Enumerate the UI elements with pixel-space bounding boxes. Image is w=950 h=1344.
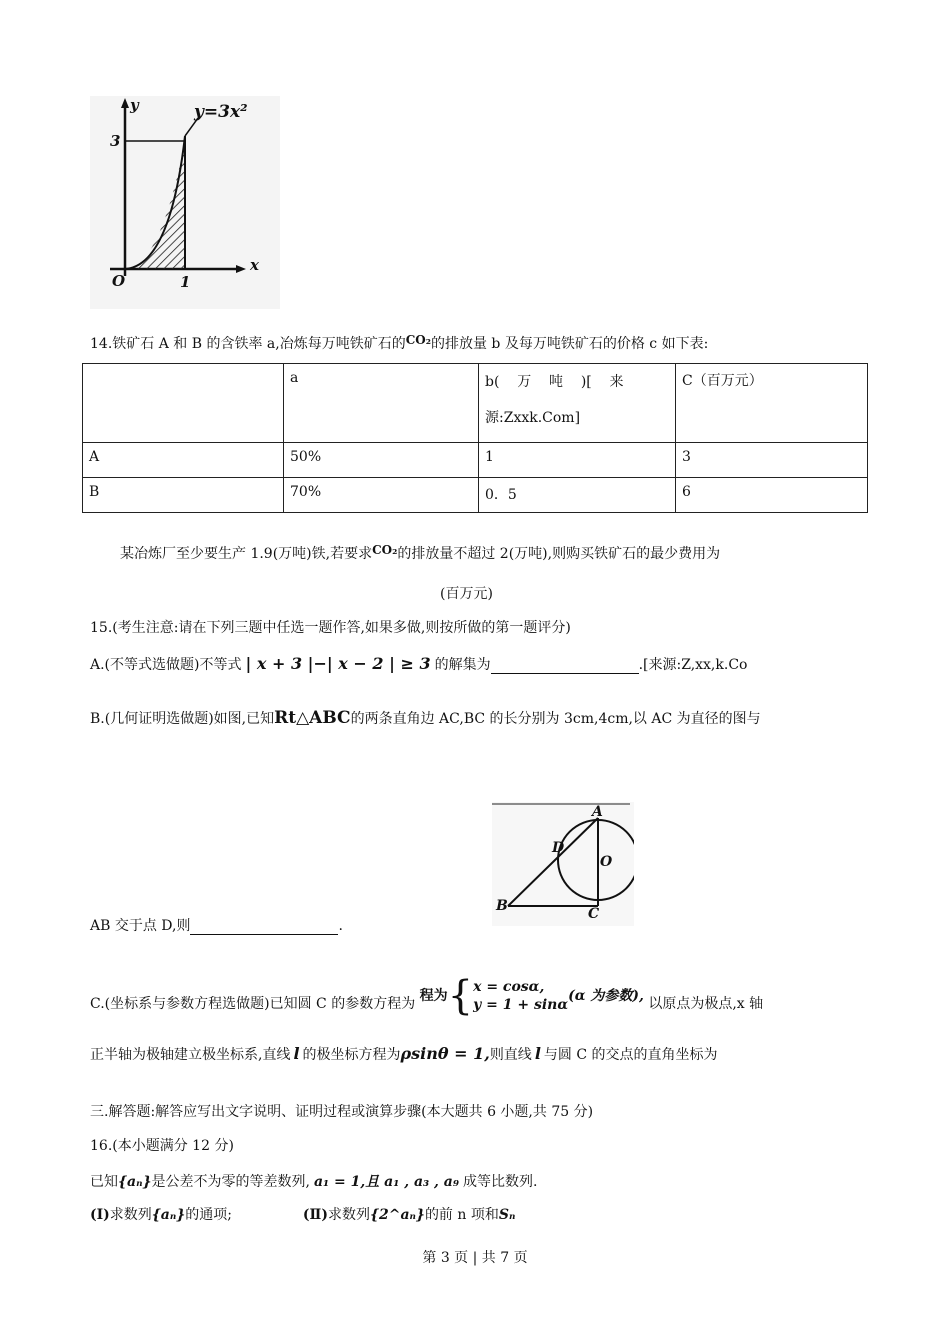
param-eq2: y = 1 + sinα: [473, 997, 569, 1013]
part-2-label: (Ⅱ): [302, 1207, 328, 1223]
q14-line1-after: 的排放量不超过 2(万吨),则购买铁矿石的最少费用为: [397, 546, 721, 562]
area-figure: [90, 96, 280, 309]
q15a-before: A.(不等式选做题)不等式: [90, 657, 242, 673]
inequality-expr: | x + 3 |−| x − 2 | ≥ 3: [245, 654, 431, 673]
table-cell: 1: [479, 443, 676, 478]
brace-glyph: {: [447, 973, 474, 1019]
table-cell: 50%: [284, 443, 479, 478]
table-row: [83, 478, 868, 513]
part-2-b: 的前 n 项和: [424, 1207, 499, 1223]
q15b-line2-text: AB 交于点 D,则: [90, 918, 191, 934]
section-3-heading: 三.解答题:解答应写出文字说明、证明过程或演算步骤(本大题共 6 小题,共 75 分): [90, 1104, 594, 1120]
parametric-equation: [419, 973, 644, 1019]
q16-title: 16.(本小题满分 12 分): [90, 1138, 234, 1154]
q15a-after: 的解集为: [434, 657, 491, 673]
page-footer: 第 3 页 | 共 7 页: [422, 1250, 528, 1266]
q14-text-after: 的排放量 b 及每万吨铁矿石的价格 c 如下表:: [430, 336, 709, 352]
q15c-line2-a: 正半轴为极轴建立极坐标系,直线: [90, 1047, 291, 1063]
label-A: A: [592, 804, 603, 820]
y-axis-label: y: [130, 96, 139, 114]
table-cell: 3: [676, 443, 868, 478]
param-prefix: 程为: [419, 988, 448, 1004]
geometry-figure: [492, 802, 634, 926]
part-1-label: (Ⅰ): [90, 1207, 110, 1223]
table-header-cell: C（百万元）: [676, 364, 868, 443]
line-l-symbol-2: l: [534, 1044, 541, 1063]
param-eq1: x = cosα,: [473, 979, 545, 995]
label-B: B: [496, 898, 508, 914]
sequence-condition: a₁ = 1,且 a₁ , a₃ , a₉: [313, 1174, 459, 1190]
q16-parts: [90, 1204, 515, 1224]
line-l-symbol: l: [293, 1044, 300, 1063]
q15b-end: .: [338, 918, 343, 934]
triangle-expr: Rt△ABC: [274, 708, 351, 728]
part-1-an: {aₙ}: [151, 1207, 186, 1223]
q15b-after: 的两条直角边 AC,BC 的长分别为 3cm,4cm,以 AC 为直径的图与: [350, 711, 761, 727]
q15b-before: B.(几何证明选做题)如图,已知: [90, 711, 275, 727]
answer-blank-b[interactable]: [190, 920, 338, 935]
q15c-line2-d: 与圆 C 的交点的直角坐标为: [543, 1047, 718, 1063]
q14-intro: [90, 333, 708, 353]
part-2-a: 求数列: [327, 1207, 370, 1223]
part-1-b: 的通项;: [185, 1207, 233, 1223]
table-row: [83, 443, 868, 478]
x-tick-1: 1: [180, 273, 191, 291]
q16-l1-a: 已知: [90, 1174, 118, 1190]
part-1-a: 求数列: [109, 1207, 152, 1223]
table-cell: A: [83, 443, 284, 478]
curve-label: y=3x²: [194, 102, 248, 122]
q15b-line: [90, 708, 761, 728]
q15c-line2-b: 的极坐标方程为: [302, 1047, 401, 1063]
q15-intro: 15.(考生注意:请在下列三题中任选一题作答,如果多做,则按所做的第一题评分): [90, 620, 571, 636]
label-C: C: [588, 906, 600, 922]
q15a-line: [90, 654, 747, 674]
polar-equation: ρsinθ = 1,: [400, 1044, 490, 1063]
y-tick-3: 3: [110, 132, 121, 150]
q16-line1: [90, 1171, 537, 1191]
table-header-cell: a: [284, 364, 479, 443]
table-header-cell: [83, 364, 284, 443]
param-equations: [473, 978, 568, 1014]
origin-label: O: [112, 272, 126, 290]
q15c-line2-c: 则直线: [489, 1047, 532, 1063]
geometry-figure-svg: [492, 802, 634, 926]
x-axis-label: x: [250, 256, 259, 274]
co2-formula: CO₂: [405, 333, 431, 347]
part-2-sn: Sₙ: [498, 1207, 516, 1223]
ore-table: [82, 363, 868, 513]
header-b-line1: b( 万 吨 )[ 来: [485, 374, 624, 390]
q15c-after: 以原点为极点,x 轴: [648, 996, 764, 1012]
answer-blank-a[interactable]: [491, 659, 639, 674]
label-O: O: [600, 854, 613, 870]
part-2-expr: {2^aₙ}: [369, 1207, 425, 1223]
table-header-cell-b: [479, 364, 676, 443]
q15b-line2: [90, 915, 343, 935]
q14-unit-line: (百万元): [440, 586, 493, 602]
q16-l1-b: 是公差不为零的等差数列,: [151, 1174, 310, 1190]
q14-text-before: 14.铁矿石 A 和 B 的含铁率 a,冶炼每万吨铁矿石的: [90, 336, 406, 352]
table-cell: 70%: [284, 478, 479, 513]
q14-line1-before: 某冶炼厂至少要生产 1.9(万吨)铁,若要求: [120, 546, 373, 562]
q15c-before: C.(坐标系与参数方程选做题)已知圆 C 的参数方程为: [90, 996, 416, 1012]
q15a-tail: .[来源:Z,xx,k.Co: [638, 657, 748, 673]
sequence-an: {aₙ}: [118, 1174, 152, 1190]
q14-question-line: [120, 543, 720, 563]
co2-formula-2: CO₂: [372, 543, 398, 557]
header-b-line2: 源:Zxxk.Com]: [485, 410, 581, 426]
param-note: (α 为参数),: [568, 988, 644, 1004]
table-cell: B: [83, 478, 284, 513]
table-header-row: [83, 364, 868, 443]
q16-l1-c: 成等比数列.: [462, 1174, 538, 1190]
q15c-line: [90, 973, 764, 1019]
table-cell: 0．5: [479, 478, 676, 513]
table-cell: 6: [676, 478, 868, 513]
q15c-line2: [90, 1044, 718, 1064]
label-D: D: [552, 840, 565, 856]
